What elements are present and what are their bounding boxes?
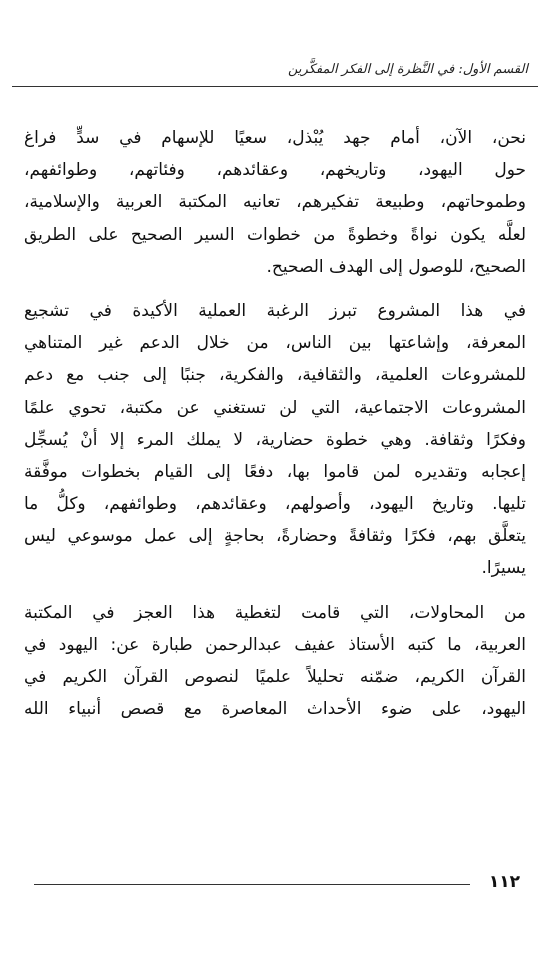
text-line: الصحيح، للوصول إلى الهدف الصحيح.: [266, 256, 526, 277]
body-text: [24, 122, 526, 725]
text-line: يتعلَّق بهم، فكرًا وثقافةً وحضارةً، بحاجةٍ إلى عمل موسوعي ليس: [24, 526, 526, 547]
paragraph-1: [24, 122, 526, 283]
text-line: المشروعات الاجتماعية، التي لن تستغني عن مكتبة، تحوي علمًا: [24, 397, 526, 418]
text-line: في هذا المشروع تبرز الرغبة العملية الأكيدة في تشجيع: [24, 300, 526, 321]
paragraph-3: [24, 597, 526, 726]
text-line: المعرفة، وإشاعتها بين الناس، من خلال الدعم غير المتناهي: [24, 333, 526, 354]
text-line: للمشروعات العلمية، والثقافية، والفكرية، جنبًا إلى جنب مع دعم: [24, 365, 526, 386]
text-line: القرآن الكريم، ضمّنه تحليلاً علميًا لنصوص القرآن الكريم في: [24, 667, 526, 687]
text-line: إعجابه وتقديره لمن قاموا بها، دفعًا إلى القيام بخطوات موفَّقة: [24, 461, 526, 482]
text-line: لعلَّه يكون نواةً وخطوةً من خطوات السير الصحيح على الطريق: [24, 224, 526, 245]
text-line: تليها. وتاريخ اليهود، وأصولهم، وعقائدهم، وطوائفهم، وكلُّ ما: [24, 494, 526, 515]
text-line: اليهود، على ضوء الأحداث المعاصرة مع قصص أنبياء الله: [24, 699, 526, 720]
text-line: يسيرًا.: [481, 558, 526, 579]
paragraph-2: [24, 295, 526, 585]
page-number: ١١٢: [488, 872, 520, 892]
paragraph-gap: [24, 283, 526, 295]
text-line: العربية، ما كتبه الأستاذ عفيف عبدالرحمن طبارة عن: اليهود في: [24, 634, 526, 655]
footer-rule: [34, 884, 470, 885]
paragraph-gap: [24, 585, 526, 597]
text-line: حول اليهود، وتاريخهم، وعقائدهم، وفئاتهم، وطوائفهم،: [24, 160, 526, 181]
header-rule: [12, 86, 538, 87]
text-line: وطموحاتهم، وطبيعة تفكيرهم، تعانيه المكتبة العربية والإسلامية،: [24, 192, 526, 213]
text-line: وفكرًا وثقافة. وهي خطوة حضارية، لا يملك المرء إلا أنْ يُسجِّل: [24, 429, 526, 450]
text-line: من المحاولات، التي قامت لتغطية هذا العجز في المكتبة: [24, 602, 526, 623]
running-header: القسم الأول: في النَّظرة إلى الفكر المفكَّرين: [288, 62, 528, 77]
text-line: نحن، الآن، أمام جهد يُبْذل، سعيًا للإسهام في سدٍّ فراغ: [24, 128, 526, 148]
